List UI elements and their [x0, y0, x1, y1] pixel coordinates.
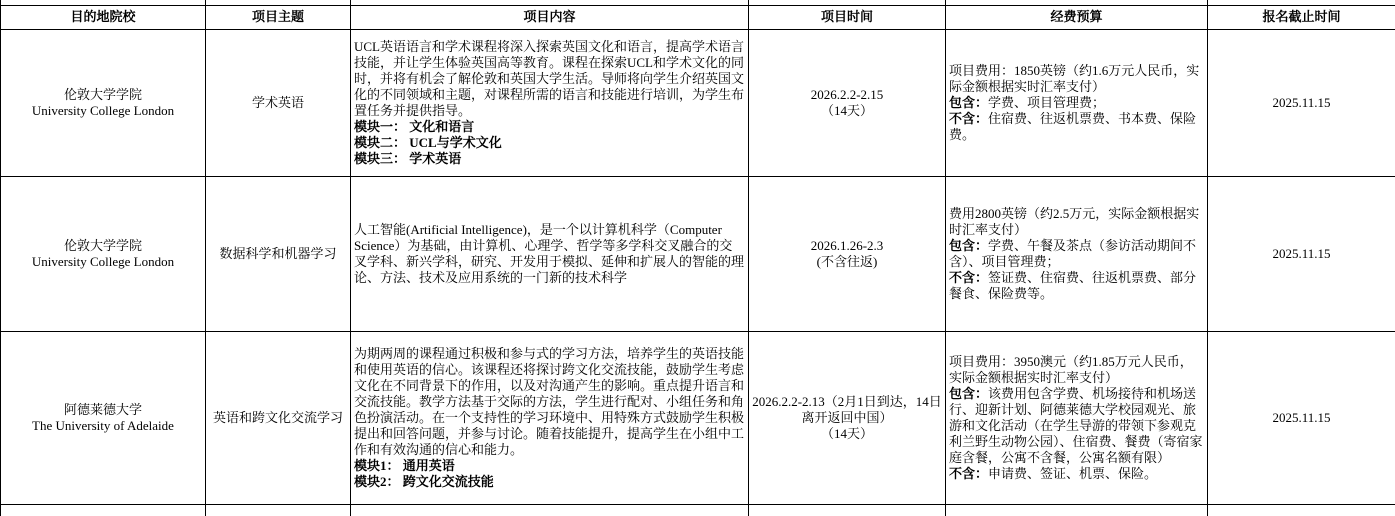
deadline-cell: 2025.11.15: [1208, 29, 1395, 176]
deadline-cell: 2025.11.15: [1208, 331, 1395, 504]
budget-cell: [946, 176, 1208, 331]
theme-cell: 英语和跨文化交流学习: [206, 331, 351, 504]
content-cell: [351, 29, 749, 176]
content-paragraph: 为期两周的课程通过积极和参与式的学习方法，培养学生的英语技能和使用英语的信心。该课程还将探讨跨文化交流技能，鼓励学生考虑文化在不同背景下的作用，以及对沟通产生的影响。重点提升语言和交流技能。教学方法基于交际的方法，学生进行配对、小组任务和角色扮演活动。在一个支持性的学习环境中、用特殊方式鼓励学生积极提出和回答问题，并参与讨论。随着技能提升，提高学生在小组中工作和有效沟通的信心和能力。: [354, 345, 745, 457]
include-text: 学费、项目管理费；: [988, 94, 1106, 110]
content-paragraph: 人工智能(Artificial Intelligence)，是一个以计算机科学（Computer Science）为基础，由计算机、心理学、哲学等多学科交叉融合的交叉学科、新兴学科，研究、开发用于模拟、延伸和扩展人的智能的理论、方法、技术及应用系统的一门新的技术科学: [354, 221, 745, 285]
module-line: 模块一： 文化和语言: [354, 118, 475, 134]
time-duration: （14天）: [820, 102, 873, 118]
exclude-text: 住宿费、往返机票费、书本费、保险费。: [949, 110, 1197, 142]
time-range: 2026.2.2-2.15: [810, 86, 884, 102]
col-header-budget: 经费预算: [946, 5, 1208, 29]
module-line: 模块三： 学术英语: [354, 150, 462, 166]
include-label: 包含：: [949, 237, 989, 253]
empty-cell: [749, 504, 946, 516]
module-line: 模块2： 跨文化交流技能: [354, 473, 494, 489]
empty-cell: [206, 504, 351, 516]
col-header-destination: 目的地院校: [1, 5, 206, 29]
table-row: [1, 29, 1395, 176]
budget-include-line: [949, 238, 1204, 270]
empty-cell: [1, 504, 206, 516]
col-header-theme: 项目主题: [206, 5, 351, 29]
module-line: 模块1： 通用英语: [354, 457, 455, 473]
budget-exclude-line: [949, 111, 1204, 143]
deadline-cell: 2025.11.15: [1208, 176, 1395, 331]
empty-cell: [351, 504, 749, 516]
time-duration: （14天）: [820, 425, 873, 441]
time-range: 2026.1.26-2.3: [810, 237, 884, 253]
budget-intro: 项目费用：1850英镑（约1.6万元人民币，实际金额根据实时汇率支付）: [949, 62, 1200, 94]
exclude-label: 不含：: [949, 465, 989, 481]
include-label: 包含：: [949, 385, 989, 401]
budget-intro: 项目费用：3950澳元（约1.85万元人民币，实际金额根据实时汇率支付）: [949, 353, 1193, 385]
content-paragraph: UCL英语语言和学术课程将深入探索英国文化和语言，提高学术语言技能，并让学生体验英国高等教育。课程在探索UCL和学术文化的同时，并将有机会了解伦敦和英国大学生活。导师将向学生介绍英国文化的不同领域和主题，对课程所需的语言和技能进行培训，为学生布置任务并提供指导。: [354, 38, 745, 118]
include-text: 学费、午餐及茶点（参访活动期间不含）、项目管理费；: [949, 237, 1197, 269]
school-cell: [1, 331, 206, 504]
time-cell: [749, 29, 946, 176]
school-cell: [1, 176, 206, 331]
include-label: 包含：: [949, 94, 989, 110]
school-name-en: University College London: [31, 102, 175, 118]
exclude-label: 不含：: [949, 269, 989, 285]
time-cell: [749, 331, 946, 504]
col-header-time: 项目时间: [749, 5, 946, 29]
exclude-label: 不含：: [949, 110, 989, 126]
budget-include-line: [949, 95, 1204, 111]
budget-cell: [946, 29, 1208, 176]
table-row: [1, 331, 1395, 504]
exclude-text: 申请费、签证、机票、保险。: [988, 465, 1158, 481]
school-name-cn: 伦敦大学学院: [63, 237, 142, 253]
col-header-content: 项目内容: [351, 5, 749, 29]
time-range: 2026.2.2-2.13（2月1日到达，14日离开返回中国）: [752, 393, 942, 425]
time-cell: [749, 176, 946, 331]
col-header-deadline: 报名截止时间: [1208, 5, 1395, 29]
budget-intro: 费用2800英镑（约2.5万元，实际金额根据实时汇率支付）: [949, 205, 1200, 237]
content-cell: [351, 331, 749, 504]
school-name-en: University College London: [31, 253, 175, 269]
module-line: 模块二： UCL与学术文化: [354, 134, 502, 150]
table-row: [1, 176, 1395, 331]
exclude-text: 签证费、住宿费、往返机票费、部分餐食、保险费等。: [949, 269, 1197, 301]
theme-cell: 学术英语: [206, 29, 351, 176]
empty-cell: [1208, 504, 1395, 516]
school-name-en: The University of Adelaide: [32, 417, 174, 433]
budget-include-line: [949, 386, 1204, 466]
include-text: 该费用包含学费、机场接待和机场送行、迎新计划、阿德莱德大学校园观光、旅游和文化活动（在学生导游的带领下参观克利兰野生动物公园）、住宿费、餐费（寄宿家庭含餐，公寓不含餐，公寓名额有限）: [949, 385, 1203, 465]
school-cell: [1, 29, 206, 176]
school-name-cn: 阿德莱德大学: [63, 401, 142, 417]
content-cell: [351, 176, 749, 331]
budget-cell: [946, 331, 1208, 504]
time-duration: (不含往返): [816, 253, 878, 269]
theme-cell: 数据科学和机器学习: [206, 176, 351, 331]
school-name-cn: 伦敦大学学院: [63, 86, 142, 102]
budget-exclude-line: [949, 270, 1204, 302]
empty-cell: [946, 504, 1208, 516]
table-header-row: [1, 5, 1395, 29]
cropped-row-bottom: [1, 504, 1395, 516]
budget-exclude-line: [949, 466, 1204, 482]
